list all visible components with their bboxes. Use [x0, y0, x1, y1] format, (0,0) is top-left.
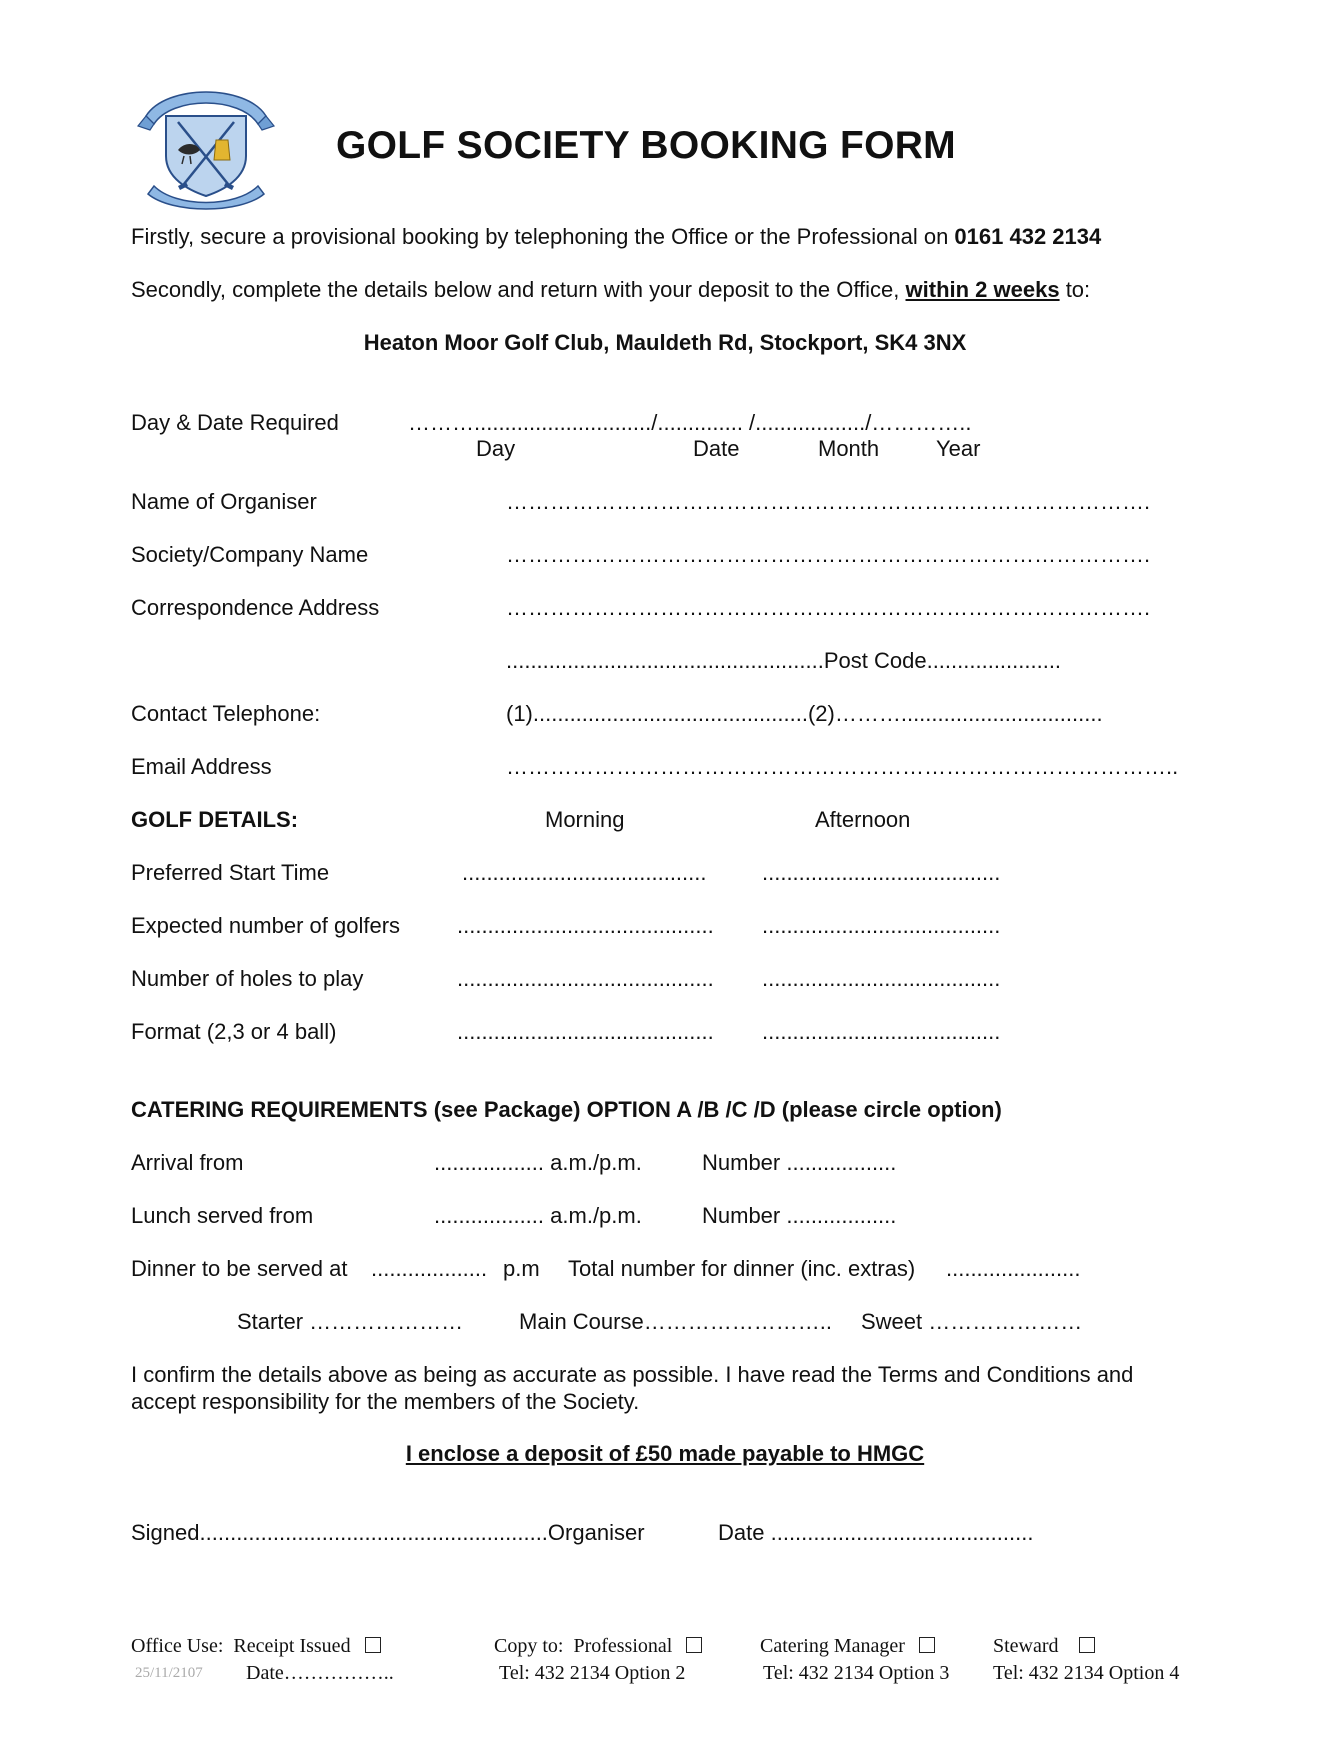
intro-line-1	[131, 224, 1101, 250]
afternoon-column-header: Afternoon	[815, 807, 911, 832]
signature-line	[131, 1520, 645, 1546]
arrival-time	[434, 1150, 642, 1176]
phone-1-label: (1)	[506, 701, 533, 726]
golf-row-morning-field[interactable]: ..........................................	[457, 913, 714, 938]
steward	[993, 1635, 1095, 1658]
signature-field[interactable]: .........................................................	[199, 1520, 548, 1545]
golf-row-afternoon-field[interactable]: .......................................	[762, 913, 1001, 938]
signature-date-label: Date	[718, 1520, 765, 1545]
golf-row-label: Preferred Start Time	[131, 860, 330, 885]
address-line-2	[506, 648, 1061, 674]
intro-text-1: Firstly, secure a provisional booking by telephoning the Office or the Professional on	[131, 224, 955, 249]
confirm-line-1: I confirm the details above as being as accurate as possible. I have read the Terms and Conditions and	[131, 1362, 1134, 1387]
main-course	[519, 1309, 832, 1335]
sub-label-month: Month	[818, 436, 880, 461]
day-date-label: Day & Date Required	[131, 410, 339, 435]
club-address: Heaton Moor Golf Club, Mauldeth Rd, Stockport, SK4 3NX	[363, 330, 967, 355]
email-label: Email Address	[131, 754, 272, 779]
phone-2-field[interactable]: ……….................................	[834, 701, 1103, 726]
dinner-label: Dinner to be served at	[131, 1256, 348, 1281]
arrival-time-field[interactable]: ..................	[434, 1150, 545, 1175]
organiser-field[interactable]: …………………………………………………………………………….	[506, 489, 1151, 514]
phone-label: Contact Telephone:	[131, 701, 321, 726]
sub-label-date: Date	[693, 436, 740, 461]
golf-row-morning-field[interactable]: ........................................	[462, 860, 707, 885]
deadline-emphasis: within 2 weeks	[905, 277, 1060, 302]
lunch-ampm: a.m./p.m.	[550, 1203, 642, 1228]
dinner-pm: p.m	[503, 1256, 540, 1281]
golf-row-label: Number of holes to play	[131, 966, 364, 991]
confirm-line-2: accept responsibility for the members of the Society.	[131, 1389, 640, 1414]
steward-checkbox[interactable]	[1079, 1637, 1095, 1653]
intro-line-2	[131, 277, 1090, 303]
golf-details-heading: GOLF DETAILS:	[131, 807, 299, 832]
golf-row-afternoon-field[interactable]: .......................................	[762, 860, 1001, 885]
society-label: Society/Company Name	[131, 542, 369, 567]
steward-tel: Tel: 432 2134 Option 4	[993, 1662, 1180, 1684]
catering-manager-tel: Tel: 432 2134 Option 3	[763, 1662, 950, 1684]
starter-label: Starter	[237, 1309, 304, 1334]
intro-text-2: Secondly, complete the details below and return with your deposit to the Office,	[131, 277, 906, 302]
starter	[237, 1309, 463, 1335]
postcode-field[interactable]: ......................	[926, 648, 1062, 673]
arrival-label: Arrival from	[131, 1150, 244, 1175]
lunch-time-field[interactable]: ..................	[434, 1203, 545, 1228]
phone-fields	[506, 701, 1103, 727]
address-label: Correspondence Address	[131, 595, 380, 620]
intro-text-2-end: to:	[1059, 277, 1091, 302]
signature-date-field[interactable]: ...........................................	[770, 1520, 1034, 1545]
signed-label: Signed	[131, 1520, 200, 1545]
golf-row-morning-field[interactable]: ..........................................	[457, 1019, 714, 1044]
dinner-total-field[interactable]: ......................	[946, 1256, 1081, 1281]
sweet	[861, 1309, 1082, 1335]
lunch-number-label: Number	[702, 1203, 781, 1228]
lunch-number-field[interactable]: ..................	[786, 1203, 897, 1228]
golf-row-morning-field[interactable]: ..........................................	[457, 966, 714, 991]
golf-row-afternoon-field[interactable]: .......................................	[762, 1019, 1001, 1044]
address-line-2-field[interactable]: ....................................................	[506, 648, 824, 673]
booking-phone-number: 0161 432 2134	[954, 224, 1102, 249]
office-date-field[interactable]: ……………..	[283, 1662, 394, 1684]
arrival-number-label: Number	[702, 1150, 781, 1175]
sweet-field[interactable]: …………………	[928, 1309, 1083, 1334]
catering-heading: CATERING REQUIREMENTS (see Package) OPTION A /B /C /D (please circle option)	[131, 1097, 1002, 1122]
starter-field[interactable]: …………………	[309, 1309, 464, 1334]
signature-date	[718, 1520, 1033, 1546]
catering-manager-checkbox[interactable]	[919, 1637, 935, 1653]
main-course-field[interactable]: ……………………..	[643, 1309, 832, 1334]
office-use-label: Office Use:	[131, 1635, 224, 1657]
arrival-ampm: a.m./p.m.	[550, 1150, 642, 1175]
phone-1-field[interactable]: .............................................	[532, 701, 808, 726]
dinner-time-field[interactable]: ...................	[371, 1256, 488, 1281]
morning-column-header: Morning	[545, 807, 625, 832]
copy-to	[494, 1635, 702, 1658]
sub-label-year: Year	[936, 436, 981, 461]
arrival-number	[702, 1150, 896, 1176]
organiser-caption: Organiser	[547, 1520, 645, 1545]
catering-manager-label: Catering Manager	[760, 1635, 905, 1657]
sweet-label: Sweet	[861, 1309, 923, 1334]
phone-2-label: (2)	[807, 701, 835, 726]
office-date-label: Date	[246, 1662, 284, 1684]
lunch-number	[702, 1203, 896, 1229]
club-crest-logo	[136, 86, 276, 208]
copy-to-label: Copy to:	[494, 1635, 564, 1657]
main-course-label: Main Course	[519, 1309, 644, 1334]
office-date	[246, 1662, 394, 1685]
receipt-issued-label: Receipt Issued	[233, 1635, 351, 1657]
organiser-label: Name of Organiser	[131, 489, 317, 514]
arrival-number-field[interactable]: ..................	[786, 1150, 897, 1175]
postcode-label: Post Code	[823, 648, 927, 673]
steward-label: Steward	[993, 1635, 1059, 1657]
receipt-issued-checkbox[interactable]	[365, 1637, 381, 1653]
professional-label: Professional	[573, 1635, 673, 1657]
office-use	[131, 1635, 381, 1658]
catering-manager	[760, 1635, 935, 1658]
lunch-time	[434, 1203, 642, 1229]
page-title: GOLF SOCIETY BOOKING FORM	[336, 124, 956, 167]
golf-row-afternoon-field[interactable]: .......................................	[762, 966, 1001, 991]
professional-checkbox[interactable]	[686, 1637, 702, 1653]
society-field[interactable]: …………………………………………………………………………….	[506, 542, 1151, 567]
address-field[interactable]: …………………………………………………………………………….	[506, 595, 1151, 620]
lunch-label: Lunch served from	[131, 1203, 314, 1228]
golf-row-label: Expected number of golfers	[131, 913, 401, 938]
date-stamp: 25/11/2107	[135, 1665, 203, 1681]
sub-label-day: Day	[476, 436, 516, 461]
dinner-total-label: Total number for dinner (inc. extras)	[568, 1256, 916, 1281]
deposit-statement: I enclose a deposit of £50 made payable to HMGC	[405, 1441, 925, 1466]
professional-tel: Tel: 432 2134 Option 2	[499, 1662, 686, 1684]
golf-row-label: Format (2,3 or 4 ball)	[131, 1019, 337, 1044]
email-field[interactable]: ………………………………………………………………………………..	[506, 754, 1179, 779]
day-date-field[interactable]: ………............................./.............. /................../…………..	[408, 410, 972, 435]
